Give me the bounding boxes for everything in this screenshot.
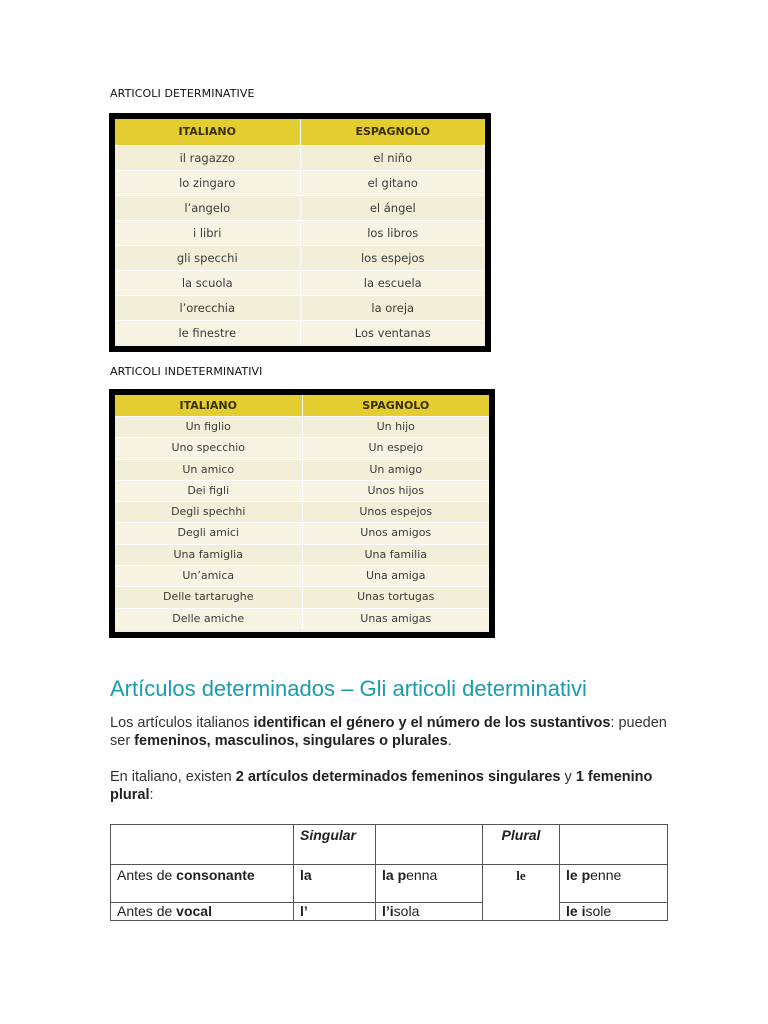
table-cell: Delle tartarughe	[115, 587, 303, 607]
table-cell: Dei figli	[115, 481, 303, 501]
table-cell: Un figlio	[115, 417, 303, 437]
table-row	[115, 480, 489, 501]
bold-text: identifican el género y el número de los sustantivos	[253, 715, 611, 731]
table-cell: la oreja	[371, 301, 415, 315]
table-cell	[294, 825, 376, 865]
table-cell	[376, 865, 483, 903]
table-row	[111, 825, 668, 865]
table-cell: el ángel	[369, 201, 416, 215]
text: enna	[406, 867, 438, 883]
table-cell: Unas amigas	[360, 611, 432, 625]
table-cell: los libros	[367, 226, 419, 240]
table-cell	[560, 903, 668, 921]
section-heading-determinative: ARTICOLI DETERMINATIVE	[110, 87, 255, 100]
article-title: Artículos determinados – Gli articoli determinativi	[110, 676, 587, 701]
table-row	[111, 865, 668, 903]
table-cell: lo zingaro	[115, 171, 301, 195]
article-value: la	[300, 867, 312, 883]
table-row	[115, 195, 485, 220]
text: :	[149, 787, 154, 803]
table-row	[115, 220, 485, 245]
table-cell	[111, 825, 294, 865]
articles-count-paragraph	[110, 768, 670, 804]
table-cell: Degli amici	[115, 523, 303, 543]
table-cell: Un amico	[115, 460, 303, 480]
table-cell	[294, 865, 376, 903]
table-cell: Unos hijos	[367, 483, 425, 497]
bold-text: le i	[566, 903, 586, 919]
intro-paragraph	[110, 714, 690, 750]
table-row	[115, 608, 489, 629]
table-cell: Un hijo	[376, 420, 415, 433]
bold-text: le p	[566, 867, 591, 883]
table-header	[115, 395, 489, 416]
table-cell	[560, 865, 668, 903]
table-cell: Unos espejos	[359, 505, 433, 519]
text: Antes de	[117, 903, 177, 919]
text: En italiano, existen	[110, 769, 236, 785]
table-cell	[560, 825, 668, 865]
table-cell: el gitano	[367, 176, 418, 190]
table-cell	[294, 903, 376, 921]
column-header: ITALIANO	[115, 395, 303, 416]
table-cell: Los ventanas	[354, 326, 431, 340]
table-cell: le finestre	[115, 321, 301, 345]
table-cell: Un espejo	[368, 441, 424, 455]
bold-text: vocal	[176, 903, 212, 919]
table-cell: Delle amiche	[115, 609, 303, 629]
bold-text: la p	[382, 867, 407, 883]
table-row	[115, 565, 489, 586]
bold-text: l’i	[382, 903, 394, 919]
table-cell	[483, 865, 560, 921]
table-row	[115, 522, 489, 543]
table-row	[111, 903, 668, 921]
text: enne	[590, 867, 622, 883]
table-cell: Un amigo	[369, 462, 423, 476]
text: sole	[585, 903, 612, 919]
table-row	[115, 586, 489, 607]
table-cell: l’angelo	[115, 196, 301, 220]
text: Antes de	[117, 867, 177, 883]
text: sola	[393, 903, 420, 919]
table-cell: l’orecchia	[115, 296, 301, 320]
determinative-table-image	[109, 113, 491, 352]
table-row	[115, 459, 489, 480]
singular-label: Singular	[300, 827, 357, 843]
plural-label: Plural	[501, 827, 541, 843]
table-cell: Un’amica	[115, 566, 303, 586]
table-row	[115, 145, 485, 170]
table-cell: gli specchi	[115, 246, 301, 270]
article-value: le	[516, 868, 526, 883]
indeterminative-table-image	[109, 389, 495, 638]
table-cell	[376, 903, 483, 921]
table-cell: i libri	[115, 221, 301, 245]
table-cell: Unos amigos	[360, 526, 432, 540]
table-cell: los espejos	[360, 251, 425, 265]
table-cell	[483, 825, 560, 865]
table-row	[115, 501, 489, 522]
table-row	[115, 416, 489, 437]
table-cell: Unas tortugas	[357, 590, 435, 604]
bold-text: consonante	[176, 867, 255, 883]
column-header: ITALIANO	[115, 119, 301, 145]
text: y	[560, 769, 576, 785]
table-cell: la escuela	[363, 276, 422, 290]
article-value: l’	[300, 903, 308, 919]
text: Los artículos italianos	[110, 715, 254, 731]
table-row	[115, 544, 489, 565]
table-row	[115, 295, 485, 320]
table-cell: Uno specchio	[115, 438, 303, 458]
text: .	[447, 733, 452, 749]
table-cell: la scuola	[115, 271, 301, 295]
column-header: ESPAGNOLO	[355, 125, 431, 138]
table-row	[115, 270, 485, 295]
text: : pueden ser	[110, 715, 667, 749]
table-cell: Degli spechhi	[115, 502, 303, 522]
table-row	[115, 245, 485, 270]
grammar-table	[110, 824, 668, 921]
table-cell	[111, 903, 294, 921]
table-cell: il ragazzo	[115, 146, 301, 170]
table-row	[115, 437, 489, 458]
table-cell	[376, 825, 483, 865]
table-cell	[111, 865, 294, 903]
bold-text: 2 artículos determinados femeninos singulares	[235, 769, 561, 785]
table-header	[115, 119, 485, 145]
table-cell: el niño	[373, 151, 413, 165]
table-cell: Una familia	[364, 547, 427, 561]
table-cell: Una famiglia	[115, 545, 303, 565]
table-row	[115, 170, 485, 195]
table-row	[115, 320, 485, 345]
section-heading-indeterminative: ARTICOLI INDETERMINATIVI	[110, 365, 263, 378]
table-cell: Una amiga	[366, 569, 426, 583]
column-header: SPAGNOLO	[362, 399, 430, 412]
bold-text: femeninos, masculinos, singulares o plurales	[134, 733, 448, 749]
bold-text: 1 femenino plural	[110, 769, 653, 803]
